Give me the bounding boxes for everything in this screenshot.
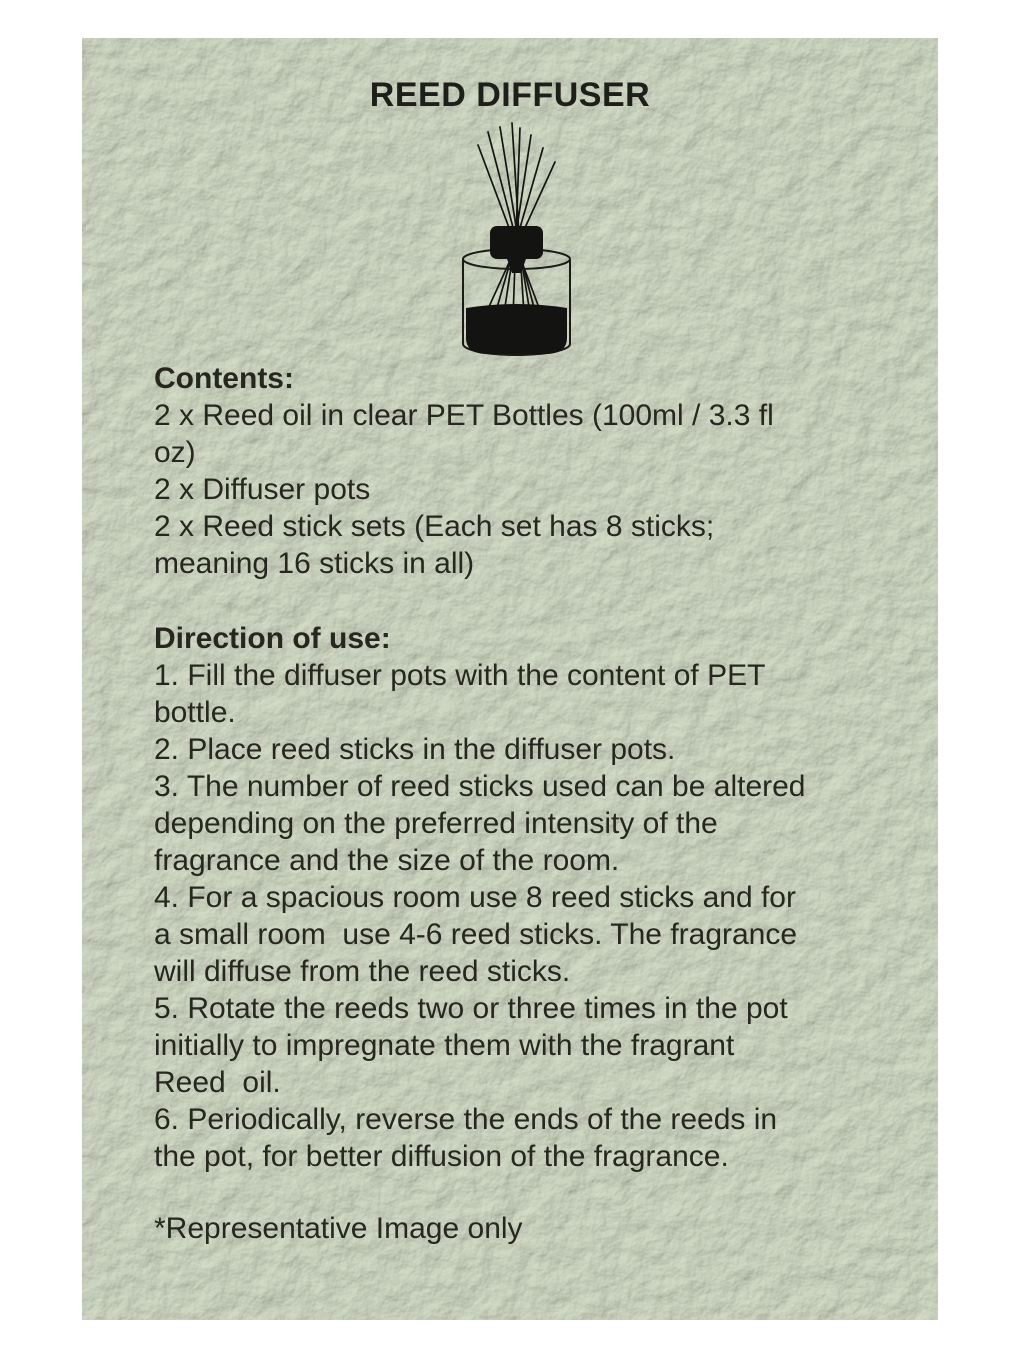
section-gap bbox=[154, 582, 899, 620]
directions-line: 2. Place reed sticks in the diffuser pots. bbox=[154, 733, 676, 766]
directions-line: the pot, for better diffusion of the fragrance. bbox=[154, 1140, 729, 1173]
text-block bbox=[154, 360, 899, 1247]
contents-heading: Contents: bbox=[154, 362, 294, 395]
contents-line: 2 x Reed oil in clear PET Bottles (100ml / 3.3 fl bbox=[154, 399, 774, 432]
contents-line: oz) bbox=[154, 436, 196, 469]
directions-line: initially to impregnate them with the fragrant bbox=[154, 1029, 735, 1062]
directions-line: depending on the preferred intensity of the bbox=[154, 807, 718, 840]
directions-heading: Direction of use: bbox=[154, 622, 391, 655]
page-title: REED DIFFUSER bbox=[369, 76, 651, 114]
directions-line: will diffuse from the reed sticks. bbox=[154, 955, 571, 988]
directions-line: 4. For a spacious room use 8 reed sticks and for bbox=[154, 881, 796, 914]
directions-line: fragrance and the size of the room. bbox=[154, 844, 620, 877]
reed-diffuser-icon bbox=[400, 122, 650, 372]
contents-line: 2 x Reed stick sets (Each set has 8 sticks; bbox=[154, 510, 715, 543]
directions-line: 6. Periodically, reverse the ends of the reeds in bbox=[154, 1103, 778, 1136]
panel-content bbox=[82, 38, 938, 1320]
footnote: *Representative Image only bbox=[154, 1212, 523, 1245]
contents-line: 2 x Diffuser pots bbox=[154, 473, 371, 506]
directions-line: Reed oil. bbox=[154, 1066, 281, 1099]
contents-line: meaning 16 sticks in all) bbox=[154, 547, 475, 580]
directions-line: a small room use 4-6 reed sticks. The fragrance bbox=[154, 918, 798, 951]
textured-panel bbox=[82, 38, 938, 1320]
oil-icon bbox=[466, 304, 567, 354]
directions-line: 5. Rotate the reeds two or three times in the pot bbox=[154, 992, 788, 1025]
cap-icon bbox=[490, 226, 543, 273]
footnote-gap bbox=[154, 1175, 899, 1210]
directions-line: 3. The number of reed sticks used can be altered bbox=[154, 770, 806, 803]
directions-line: 1. Fill the diffuser pots with the content of PET bbox=[154, 659, 766, 692]
directions-line: bottle. bbox=[154, 696, 236, 729]
